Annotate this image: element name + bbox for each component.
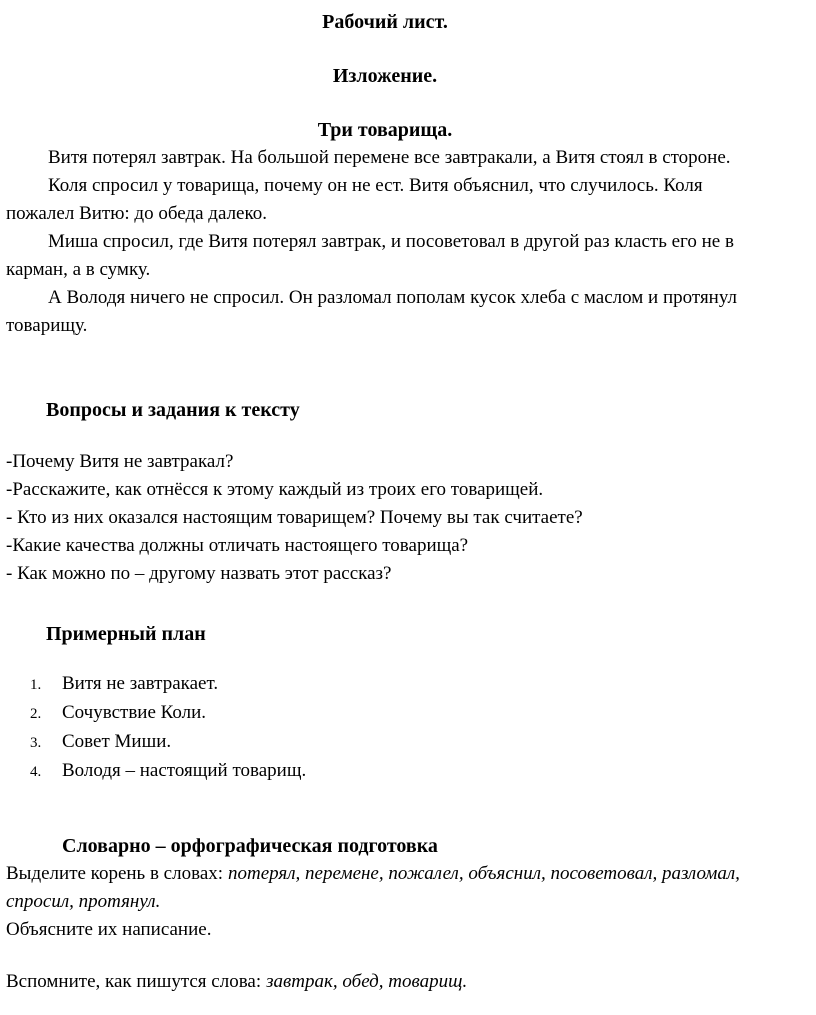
question-item: -Почему Витя не завтракал? (6, 451, 234, 472)
story-paragraph-2: Коля спросил у товарища, почему он не ест. Витя объяснил, что случилось. Коля пожалел Витю: до обеда далеко. (6, 175, 703, 224)
story-paragraph-4: А Володя ничего не спросил. Он разломал пополам кусок хлеба с маслом и протянул товарищу. (6, 287, 738, 336)
question-item: -Расскажите, как отнёсся к этому каждый из троих его товарищей. (6, 479, 544, 500)
vocab-task-roots-label: Выделите корень в словах: (6, 863, 224, 884)
plan-item-text: Володя – настоящий товарищ. (62, 760, 307, 781)
doc-subtitle: Изложение. (332, 65, 438, 87)
story-title: Три товарища. (317, 119, 453, 141)
questions-list (6, 448, 764, 588)
vocab-heading: Словарно – орфографическая подготовка (62, 835, 438, 857)
vocab-task-spelling (6, 968, 764, 996)
question-item: - Как можно по – другому назвать этот рассказ? (6, 563, 392, 584)
plan-item (6, 728, 764, 757)
plan-item (6, 670, 764, 699)
plan-item-number: 1. (30, 677, 42, 693)
plan-item-text: Совет Миши. (62, 731, 172, 752)
story-paragraph-3: Миша спросил, где Витя потерял завтрак, и посоветовал в другой раз класть его не в карман, а в сумку. (6, 231, 734, 280)
story-text (6, 144, 764, 340)
plan-list (6, 670, 764, 786)
vocab-task-roots (6, 860, 764, 916)
vocab-task-spelling-label: Вспомните, как пишутся слова: (6, 971, 262, 992)
questions-heading: Вопросы и задания к тексту (46, 399, 300, 421)
plan-item-text: Сочувствие Коли. (62, 702, 207, 723)
doc-title: Рабочий лист. (322, 11, 448, 33)
plan-item-number: 3. (30, 735, 42, 751)
story-paragraph-1: Витя потерял завтрак. На большой перемене все завтракали, а Витя стоял в стороне. (48, 147, 731, 168)
question-item: - Кто из них оказался настоящим товарищем? Почему вы так считаете? (6, 507, 583, 528)
vocab-task-explain: Объясните их написание. (6, 919, 212, 940)
plan-item-number: 4. (30, 764, 42, 780)
vocab-task-roots-words: потерял, перемене, пожалел, объяснил, посоветовал, разломал, спросил, протянул. (6, 863, 740, 912)
plan-item-number: 2. (30, 706, 42, 722)
plan-item-text: Витя не завтракает. (62, 673, 219, 694)
plan-heading: Примерный план (46, 623, 206, 645)
plan-item (6, 757, 764, 786)
plan-item (6, 699, 764, 728)
question-item: -Какие качества должны отличать настоящего товарища? (6, 535, 469, 556)
vocab-task-spelling-words: завтрак, обед, товарищ. (266, 971, 468, 992)
